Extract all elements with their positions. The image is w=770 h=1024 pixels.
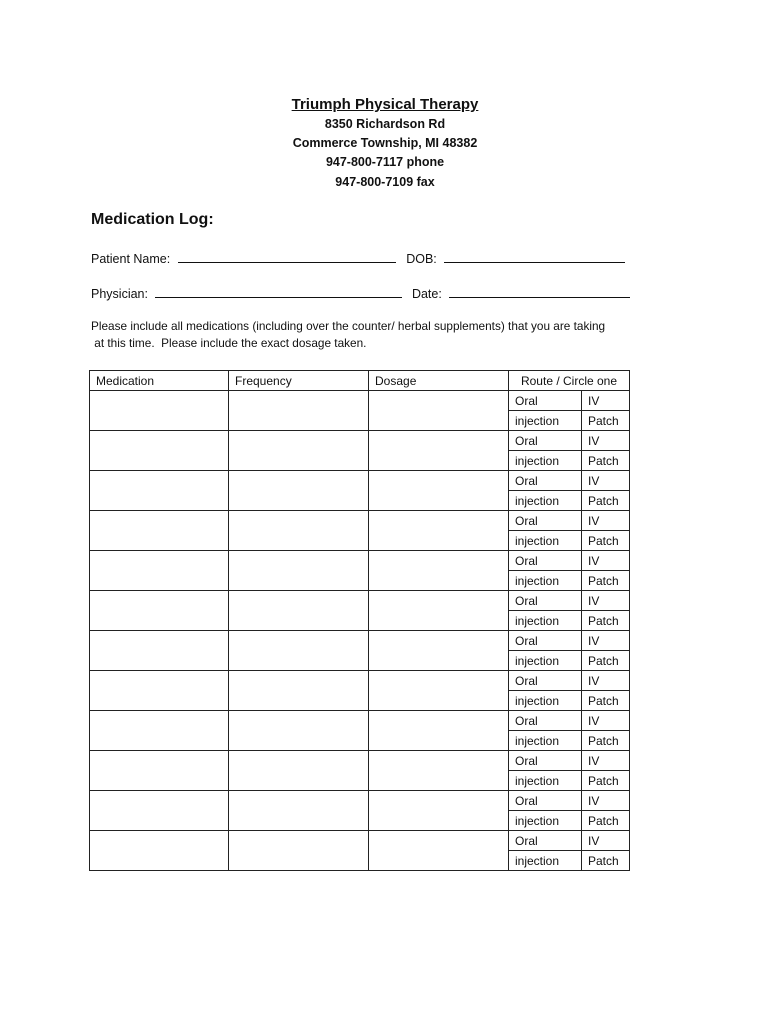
route-option-iv[interactable]: IV <box>582 471 630 491</box>
route-option-patch[interactable]: Patch <box>582 731 630 751</box>
patient-name-label: Patient Name: <box>91 252 171 266</box>
route-option-iv[interactable]: IV <box>582 711 630 731</box>
medication-cell[interactable] <box>90 751 229 791</box>
route-option-iv[interactable]: IV <box>582 631 630 651</box>
route-option-iv[interactable]: IV <box>582 391 630 411</box>
route-option-oral[interactable]: Oral <box>509 791 582 811</box>
medication-cell[interactable] <box>90 671 229 711</box>
table-row <box>90 671 630 691</box>
route-option-injection[interactable]: injection <box>509 771 582 791</box>
medication-cell[interactable] <box>90 711 229 751</box>
medication-cell[interactable] <box>90 831 229 871</box>
frequency-cell[interactable] <box>229 831 369 871</box>
dosage-cell[interactable] <box>369 551 509 591</box>
frequency-cell[interactable] <box>229 631 369 671</box>
table-row <box>90 511 630 531</box>
route-option-iv[interactable]: IV <box>582 831 630 851</box>
dosage-cell[interactable] <box>369 471 509 511</box>
route-option-patch[interactable]: Patch <box>582 491 630 511</box>
frequency-cell[interactable] <box>229 391 369 431</box>
clinic-header <box>0 95 770 192</box>
medication-log-table <box>89 370 630 871</box>
route-option-patch[interactable]: Patch <box>582 651 630 671</box>
route-option-oral[interactable]: Oral <box>509 591 582 611</box>
route-option-oral[interactable]: Oral <box>509 711 582 731</box>
dosage-cell[interactable] <box>369 711 509 751</box>
route-option-injection[interactable]: injection <box>509 531 582 551</box>
dosage-cell[interactable] <box>369 631 509 671</box>
medication-cell[interactable] <box>90 511 229 551</box>
frequency-cell[interactable] <box>229 551 369 591</box>
route-option-injection[interactable]: injection <box>509 691 582 711</box>
instructions-line2: at this time. Please include the exact dosage taken. <box>91 336 367 350</box>
table-row <box>90 791 630 811</box>
table-row <box>90 591 630 611</box>
route-option-patch[interactable]: Patch <box>582 531 630 551</box>
route-option-oral[interactable]: Oral <box>509 391 582 411</box>
table-row <box>90 391 630 411</box>
instructions <box>91 318 671 352</box>
physician-row <box>91 285 630 301</box>
table-row <box>90 711 630 731</box>
clinic-address-line1: 8350 Richardson Rd <box>324 117 446 131</box>
table-row <box>90 431 630 451</box>
route-option-patch[interactable]: Patch <box>582 691 630 711</box>
route-option-oral[interactable]: Oral <box>509 831 582 851</box>
frequency-cell[interactable] <box>229 591 369 631</box>
medication-cell[interactable] <box>90 391 229 431</box>
clinic-phone: 947-800-7117 phone <box>325 155 445 170</box>
section-title: Medication Log: <box>91 211 214 228</box>
clinic-name: Triumph Physical Therapy <box>291 96 479 113</box>
dosage-cell[interactable] <box>369 431 509 471</box>
patient-row <box>91 250 625 266</box>
dob-label: DOB: <box>406 252 437 266</box>
route-option-iv[interactable]: IV <box>582 591 630 611</box>
dosage-cell[interactable] <box>369 831 509 871</box>
clinic-fax: 947-800-7109 fax <box>335 174 435 189</box>
table-row <box>90 631 630 651</box>
route-option-injection[interactable]: injection <box>509 651 582 671</box>
header-medication: Medication <box>90 371 229 391</box>
patient-name-field[interactable] <box>178 250 396 263</box>
table-header-row <box>90 371 630 391</box>
medication-cell[interactable] <box>90 791 229 831</box>
route-option-oral[interactable]: Oral <box>509 471 582 491</box>
route-option-patch[interactable]: Patch <box>582 851 630 871</box>
medication-cell[interactable] <box>90 551 229 591</box>
route-option-oral[interactable]: Oral <box>509 751 582 771</box>
table-row <box>90 831 630 851</box>
route-option-injection[interactable]: injection <box>509 491 582 511</box>
date-label: Date: <box>411 287 442 301</box>
route-option-injection[interactable]: injection <box>509 811 582 831</box>
dosage-cell[interactable] <box>369 591 509 631</box>
header-dosage: Dosage <box>369 371 509 391</box>
route-option-injection[interactable]: injection <box>509 411 582 431</box>
dosage-cell[interactable] <box>369 511 509 551</box>
physician-label: Physician: <box>91 287 148 301</box>
dosage-cell[interactable] <box>369 671 509 711</box>
dosage-cell[interactable] <box>369 791 509 831</box>
route-option-injection[interactable]: injection <box>509 451 582 471</box>
table-row <box>90 751 630 771</box>
route-option-iv[interactable]: IV <box>582 671 630 691</box>
route-option-oral[interactable]: Oral <box>509 631 582 651</box>
route-option-iv[interactable]: IV <box>582 551 630 571</box>
instructions-line1: Please include all medications (including over the counter/ herbal supplements) that you are taking <box>91 319 606 333</box>
physician-field[interactable] <box>155 285 402 298</box>
frequency-cell[interactable] <box>229 671 369 711</box>
frequency-cell[interactable] <box>229 791 369 831</box>
route-option-patch[interactable]: Patch <box>582 411 630 431</box>
date-field[interactable] <box>449 285 630 298</box>
route-option-patch[interactable]: Patch <box>582 451 630 471</box>
medication-cell[interactable] <box>90 471 229 511</box>
dosage-cell[interactable] <box>369 751 509 791</box>
frequency-cell[interactable] <box>229 711 369 751</box>
header-frequency: Frequency <box>229 371 369 391</box>
medication-cell[interactable] <box>90 431 229 471</box>
medication-cell[interactable] <box>90 631 229 671</box>
frequency-cell[interactable] <box>229 751 369 791</box>
clinic-address-line2: Commerce Township, MI 48382 <box>292 136 478 151</box>
frequency-cell[interactable] <box>229 431 369 471</box>
route-option-oral[interactable]: Oral <box>509 431 582 451</box>
route-option-injection[interactable]: injection <box>509 571 582 591</box>
route-option-patch[interactable]: Patch <box>582 771 630 791</box>
route-option-iv[interactable]: IV <box>582 791 630 811</box>
dosage-cell[interactable] <box>369 391 509 431</box>
medication-cell[interactable] <box>90 591 229 631</box>
route-option-iv[interactable]: IV <box>582 751 630 771</box>
route-option-injection[interactable]: injection <box>509 611 582 631</box>
route-option-oral[interactable]: Oral <box>509 671 582 691</box>
route-option-iv[interactable]: IV <box>582 511 630 531</box>
route-option-patch[interactable]: Patch <box>582 571 630 591</box>
table-row <box>90 551 630 571</box>
route-option-injection[interactable]: injection <box>509 731 582 751</box>
route-option-oral[interactable]: Oral <box>509 511 582 531</box>
route-option-patch[interactable]: Patch <box>582 611 630 631</box>
table-row <box>90 471 630 491</box>
dob-field[interactable] <box>444 250 625 263</box>
route-option-oral[interactable]: Oral <box>509 551 582 571</box>
frequency-cell[interactable] <box>229 511 369 551</box>
frequency-cell[interactable] <box>229 471 369 511</box>
header-route: Route / Circle one <box>509 371 630 391</box>
route-option-injection[interactable]: injection <box>509 851 582 871</box>
route-option-patch[interactable]: Patch <box>582 811 630 831</box>
route-option-iv[interactable]: IV <box>582 431 630 451</box>
